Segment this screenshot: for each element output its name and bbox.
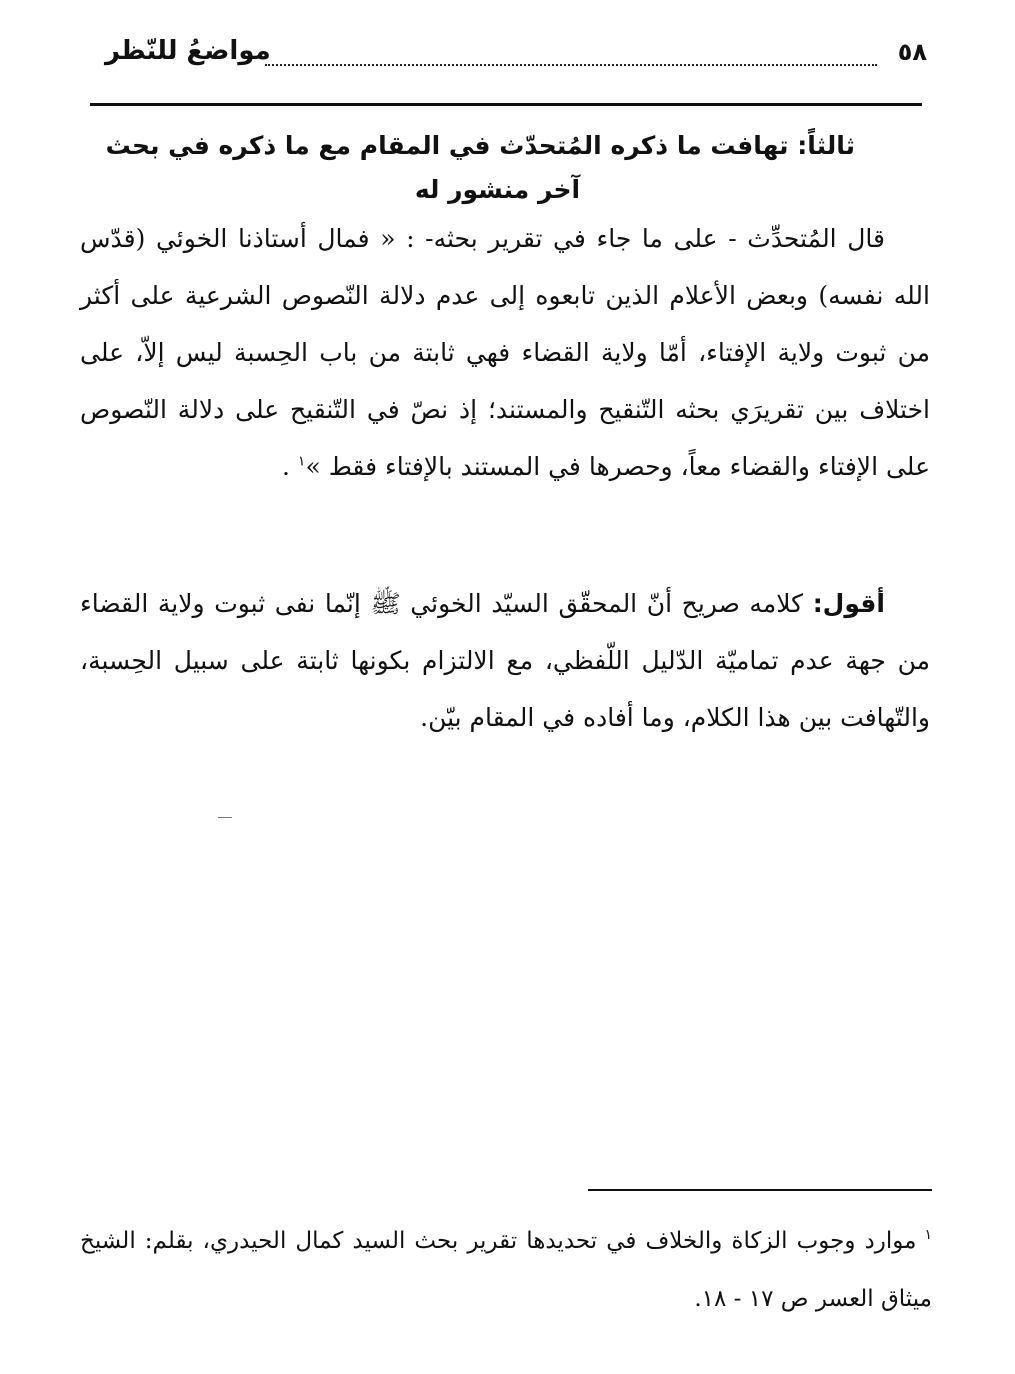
section-heading-label: ثالثاً:	[797, 131, 855, 160]
paragraph-response-text: كلامه صريح أنّ المحقّق السيّد الخوئي ﷺ إنّما نفى ثبوت ولاية القضاء من جهة عدم تماميّة الدّليل اللّفظي، مع الالتزام بكونها ثابتة على سبيل الحِسبة، والتّهافت بين هذا الكلام، وما أفاده في المقام بيّن.	[80, 589, 930, 732]
footnote	[80, 1212, 932, 1328]
header-dot-leader	[265, 64, 877, 66]
footnote-reference[interactable]: ١	[297, 453, 306, 470]
running-title: مواضعُ للنّظر	[105, 36, 271, 66]
footnote-label: ١	[924, 1227, 932, 1244]
paragraph-quote-end: .	[282, 452, 290, 481]
footnote-text: موارد وجوب الزكاة والخلاف في تحديدها تقرير بحث السيد كمال الحيدري، بقلم: الشيخ ميثاق العسر ص ١٧ - ١٨.	[80, 1228, 932, 1312]
footnote-divider	[588, 1189, 932, 1191]
header-divider	[90, 103, 922, 106]
section-heading	[100, 124, 855, 212]
paragraph-response	[80, 575, 930, 746]
section-heading-text: تهافت ما ذكره المُتحدّث في المقام مع ما ذكره في بحث	[105, 131, 789, 160]
paragraph-response-lead: أقول:	[812, 589, 885, 618]
scan-artifact	[218, 817, 232, 818]
running-header	[105, 34, 927, 74]
section-heading-continuation: آخر منشور له	[414, 175, 581, 204]
paragraph-quote	[80, 210, 930, 495]
page-number: ٥٨	[897, 38, 927, 66]
paragraph-quote-text: قال المُتحدِّث - على ما جاء في تقرير بحثه- : « فمال أستاذنا الخوئي (قدّس الله نفسه) وبعض الأعلام الذين تابعوه إلى عدم دلالة النّصوص الشرعية على أكثر من ثبوت ولاية الإفتاء، أمّا ولاية القضاء فهي ثابتة من باب الحِسبة ليس إلاّ، على اختلاف بين تقريرَي بحثه التّنقيح والمستند؛ إذ نصّ في التّنقيح على دلالة النّصوص على الإفتاء والقضاء معاً، وحصرها في المستند بالإفتاء فقط »	[80, 224, 930, 481]
